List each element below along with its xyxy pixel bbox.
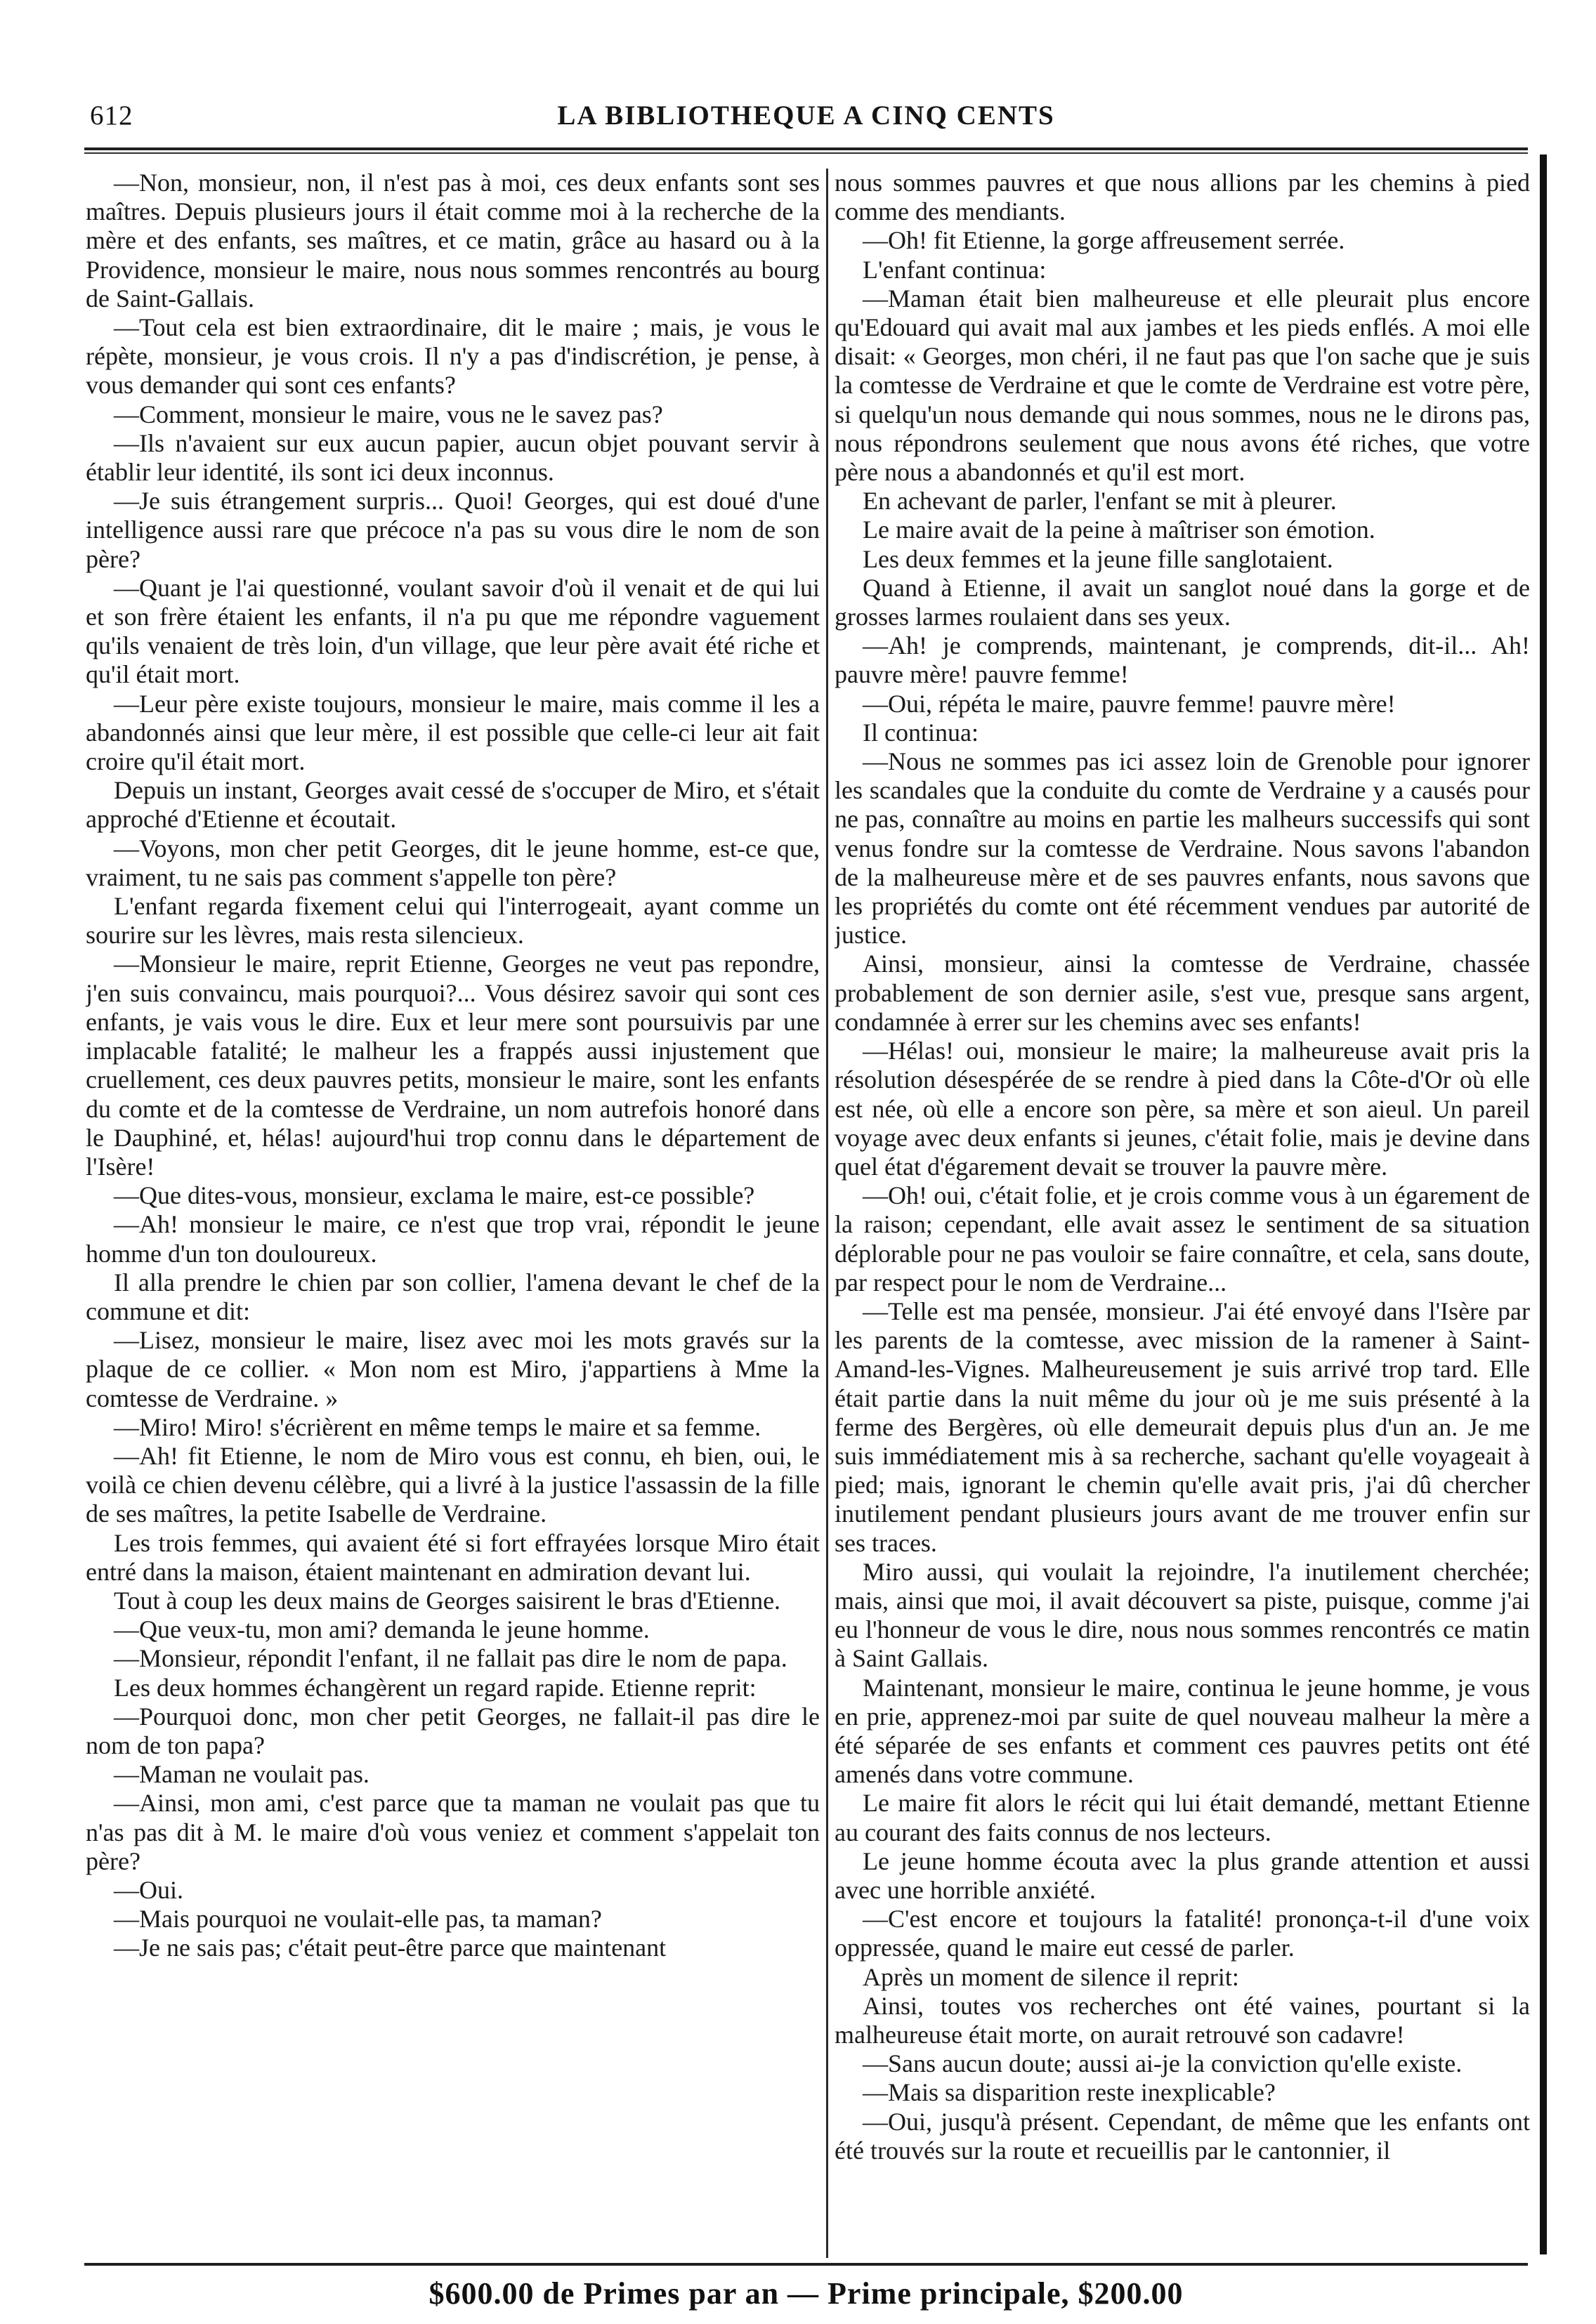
paragraph: —C'est encore et toujours la fatalité! prononça-t-il d'une voix oppressée, quand le maire eut cessé de parler. (835, 1905, 1530, 1962)
paragraph: —Oh! fit Etienne, la gorge affreusement serrée. (863, 226, 1345, 255)
paragraph: Quand à Etienne, il avait un sanglot noué dans la gorge et de grosses larmes roulaient dans ses yeux. (835, 573, 1530, 631)
paragraph: —Ah! fit Etienne, le nom de Miro vous est connu, eh bien, oui, le voilà ce chien devenu célèbre, qui a livré à la justice l'assassin de la fille de ses maîtres, la petite Isabelle de Verdraine. (86, 1441, 820, 1528)
paragraph: —Nous ne sommes pas ici assez loin de Grenoble pour ignorer les scandales que la conduite du comte de Verdraine y a causés pour ne pas, connaître au moins en partie les malheurs successifs qui sont venus fondre sur la comtesse de Verdraine. Nous savons l'abandon de la malheureuse mère et de ses pauvres enfants, nous savons que les propriétés du comte ont été récemment vendues par autorité de justice. (835, 747, 1530, 950)
paragraph: Le jeune homme écouta avec la plus grande attention et aussi avec une horrible anxiété. (835, 1846, 1530, 1904)
paragraph: —Je ne sais pas; c'était peut-être parce que maintenant (114, 1934, 667, 1962)
paragraph: —Mais pourquoi ne voulait-elle pas, ta maman? (114, 1905, 602, 1934)
paragraph: Miro aussi, qui voulait la rejoindre, l'a inutilement cherchée; mais, ainsi que moi, il avait découvert sa piste, puisque, comme j'ai eu l'honneur de vous le dire, nous nous sommes rencontrés ce matin à Saint Gallais. (835, 1557, 1530, 1673)
footer-banner: $600.00 de Primes par an — Prime principale, $200.00 (429, 2276, 1184, 2311)
scan-edge (1540, 155, 1547, 2254)
paragraph: —Tout cela est bien extraordinaire, dit le maire ; mais, je vous le répète, monsieur, je vous crois. Il n'y a pas d'indiscrétion, je pense, à vous demander qui sont ces enfants? (86, 313, 820, 400)
paragraph: Ainsi, monsieur, ainsi la comtesse de Verdraine, chassée probablement de son dernier asile, s'est vue, presque sans argent, condamnée à errer sur les chemins avec ses enfants! (835, 950, 1530, 1036)
page-number: 612 (90, 100, 133, 131)
paragraph: —Maman ne voulait pas. (114, 1760, 369, 1789)
paragraph: —Que dites-vous, monsieur, exclama le maire, est-ce possible? (114, 1181, 755, 1210)
paragraph: —Oui. (114, 1875, 183, 1904)
paragraph: —Non, monsieur, non, il n'est pas à moi, ces deux enfants sont ses maîtres. Depuis plusieurs jours il était comme moi à la recherche de la mère et des enfants, ses maîtres, et ce matin, grâce au hasard ou à la Providence, monsieur le maire, nous nous sommes rencontrés au bourg de Saint-Gallais. (86, 169, 820, 313)
paragraph: Ainsi, toutes vos recherches ont été vaines, pourtant si la malheureuse était morte, on aurait retrouvé son cadavre! (835, 1991, 1530, 2049)
paragraph: —Miro! Miro! s'écrièrent en même temps le maire et sa femme. (114, 1412, 761, 1441)
paragraph: —Ah! je comprends, maintenant, je comprends, dit-il... Ah! pauvre mère! pauvre femme! (835, 631, 1530, 689)
paragraph: —Comment, monsieur le maire, vous ne le savez pas? (114, 400, 663, 428)
footer-rule (84, 2263, 1528, 2266)
paragraph: —Maman était bien malheureuse et elle pleurait plus encore qu'Edouard qui avait mal aux jambes et les pieds enflés. A moi elle disait: « Georges, mon chéri, il ne faut pas que l'on sache que je suis la comtesse de Verdraine et que le comte de Verdraine est votre père, si quelqu'un nous demande qui nous sommes, nous ne le dirons pas, nous répondrons seulement que nous avons été riches, que votre père nous a abandonnés et qu'il est mort. (835, 284, 1530, 487)
paragraph: —Pourquoi donc, mon cher petit Georges, ne fallait-il pas dire le nom de ton papa? (86, 1702, 820, 1759)
paragraph: Il alla prendre le chien par son collier, l'amena devant le chef de la commune et dit: (86, 1268, 820, 1325)
paragraph: Il continua: (863, 718, 979, 747)
paragraph: —Lisez, monsieur le maire, lisez avec moi les mots gravés sur la plaque de ce collier. « Mon nom est Miro, j'appartiens à Mme la comtesse de Verdraine. » (86, 1326, 820, 1412)
paragraph: Le maire fit alors le récit qui lui était demandé, mettant Etienne au courant des faits connus de nos lecteurs. (835, 1789, 1530, 1846)
paragraph: —Monsieur le maire, reprit Etienne, Georges ne veut pas repondre, j'en suis convaincu, mais pourquoi?... Vous désirez savoir qui sont ces enfants, je vais vous le dire. Eux et leur mere sont poursuivis par une implacable fatalité; le malheur les a frappés aussi injustement que cruellement, ces deux pauvres petits, monsieur le maire, sont les enfants du comte et de la comtesse de Verdraine, un nom autrefois honoré dans le Dauphiné, et, hélas! aujourd'hui trop connu dans le département de l'Isère! (86, 950, 820, 1181)
paragraph: Les deux hommes échangèrent un regard rapide. Etienne reprit: (114, 1673, 757, 1702)
paragraph: Les deux femmes et la jeune fille sanglotaient. (863, 544, 1333, 573)
paragraph: L'enfant regarda fixement celui qui l'interrogeait, ayant comme un sourire sur les lèvres, mais resta silencieux. (86, 892, 820, 950)
paragraph: —Ils n'avaient sur eux aucun papier, aucun objet pouvant servir à établir leur identité, ils sont ici deux inconnus. (86, 428, 820, 487)
paragraph: nous sommes pauvres et que nous allions par les chemins à pied comme des mendiants. (835, 169, 1530, 226)
paragraph: —Leur père existe toujours, monsieur le maire, mais comme il les a abandonnés ainsi que leur mère, il est possible que celle-ci leur ait fait croire qu'il était mort. (86, 689, 820, 776)
paragraph: —Hélas! oui, monsieur le maire; la malheureuse avait pris la résolution désespérée de se rendre à pied dans la Côte-d'Or où elle est née, où elle a encore son père, sa mère et son aieul. Un pareil voyage avec deux enfants si jeunes, c'était folie, mais je devine dans quel état d'égarement devait se trouver la pauvre mère. (835, 1037, 1530, 1181)
paragraph: —Ah! monsieur le maire, ce n'est que trop vrai, répondit le jeune homme d'un ton douloureux. (86, 1210, 820, 1268)
paragraph: Tout à coup les deux mains de Georges saisirent le bras d'Etienne. (114, 1586, 781, 1615)
paragraph: —Je suis étrangement surpris... Quoi! Georges, qui est doué d'une intelligence aussi rare que précoce n'a pas su vous dire le nom de son père? (86, 487, 820, 573)
paragraph: —Oui, répéta le maire, pauvre femme! pauvre mère! (863, 689, 1396, 718)
paragraph: Après un moment de silence il reprit: (863, 1962, 1239, 1991)
left-text-column (86, 169, 820, 2258)
paragraph: Les trois femmes, qui avaient été si fort effrayées lorsque Miro était entré dans la maison, étaient maintenant en admiration devant lui. (86, 1528, 820, 1586)
paragraph: En achevant de parler, l'enfant se mit à pleurer. (863, 487, 1337, 516)
paragraph: —Oh! oui, c'était folie, et je crois comme vous à un égarement de la raison; cependant, elle avait assez le sentiment de sa situation déplorable pour ne pas vouloir se faire connaître, et cela, sans doute, par respect pour le nom de Verdraine... (835, 1181, 1530, 1296)
column-divider (826, 169, 828, 2258)
paragraph: —Ainsi, mon ami, c'est parce que ta maman ne voulait pas que tu n'as pas dit à M. le maire d'où vous veniez et comment s'appelait ton père? (86, 1789, 820, 1875)
paragraph: —Voyons, mon cher petit Georges, dit le jeune homme, est-ce que, vraiment, tu ne sais pas comment s'appelle ton père? (86, 834, 820, 891)
right-text-column (835, 169, 1530, 2258)
paragraph: —Monsieur, répondit l'enfant, il ne fallait pas dire le nom de papa. (114, 1644, 787, 1673)
paragraph: —Telle est ma pensée, monsieur. J'ai été envoyé dans l'Isère par les parents de la comtesse, avec mission de la ramener à Saint-Amand-les-Vignes. Malheureusement je suis arrivé trop tard. Elle était partie dans la nuit même du jour où je me suis présenté à la ferme des Bergères, où elle demeurait depuis plus d'un an. Je me suis immédiatement mis à sa recherche, sachant qu'elle voyageait à pied; mais, ignorant le chemin qu'elle avait pris, j'ai dû chercher inutilement pendant plusieurs jours avant de me trouver enfin sur ses traces. (835, 1296, 1530, 1557)
paragraph: Maintenant, monsieur le maire, continua le jeune homme, je vous en prie, apprenez-moi par suite de quel nouveau malheur la mère a été séparée de ses enfants et comment ces pauvres petits ont été amenés dans votre commune. (835, 1673, 1530, 1789)
header-rule (84, 147, 1528, 150)
page-header (84, 100, 1528, 139)
paragraph: —Que veux-tu, mon ami? demanda le jeune homme. (114, 1615, 650, 1644)
paragraph: —Mais sa disparition reste inexplicable? (863, 2078, 1276, 2107)
paragraph: —Sans aucun doute; aussi ai-je la conviction qu'elle existe. (863, 2049, 1463, 2078)
paragraph: Le maire avait de la peine à maîtriser son émotion. (863, 516, 1375, 544)
running-title: LA BIBLIOTHEQUE A CINQ CENTS (557, 100, 1055, 131)
paragraph: L'enfant continua: (863, 255, 1047, 284)
paragraph: —Oui, jusqu'à présent. Cependant, de même que les enfants ont été trouvés sur la route et recueillis par le cantonnier, il (835, 2107, 1530, 2165)
paragraph: Depuis un instant, Georges avait cessé de s'occuper de Miro, et s'était approché d'Etienne et écoutait. (86, 776, 820, 834)
paragraph: —Quant je l'ai questionné, voulant savoir d'où il venait et de qui lui et son frère étaient les enfants, il n'a pu que me répondre vaguement qu'ils venaient de très loin, d'un village, que leur père avait été riche et qu'il était mort. (86, 573, 820, 689)
header-rule-thin (84, 152, 1528, 154)
